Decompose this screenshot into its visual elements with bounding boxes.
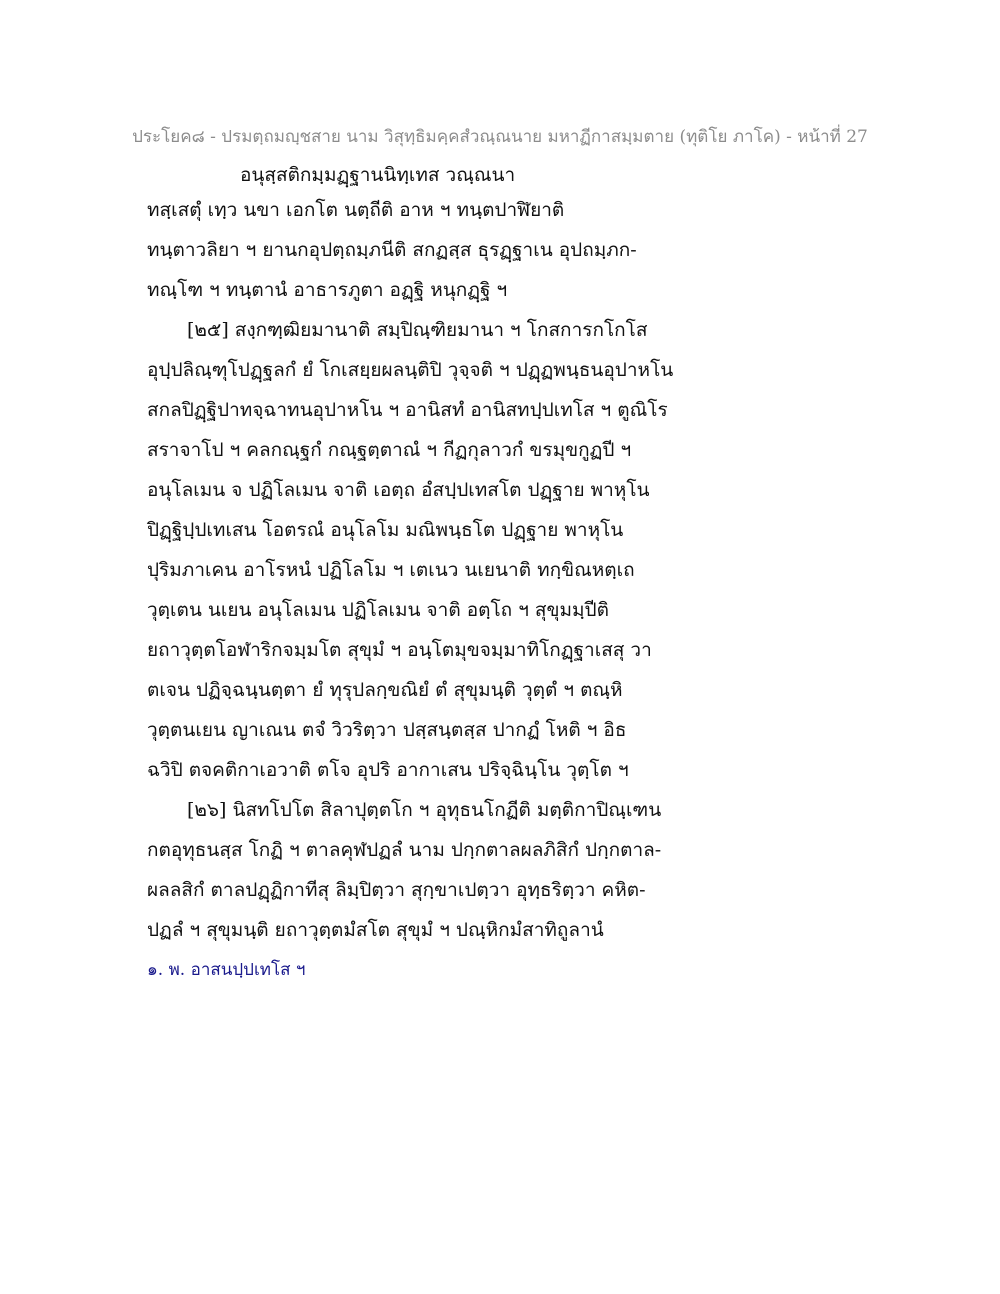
text-line: ผลลสิกํ ตาลปฏฺฏิกาทีสุ ลิมฺปิตฺวา สุกฺขาเปตฺวา อุทฺธริตฺวา คหิต- xyxy=(147,879,646,901)
paragraph-start-25: [๒๕] สงฺกฑฺฒิยมานาติ สมฺปิณฺฑิยมานา ฯ โกสการกโกโส xyxy=(187,319,648,341)
text-line: ยถาวุตฺตโอฬาริกจมฺมโต สุขุมํ ฯ อนฺโตมุขจมฺมาทิโกฏฺฐาเสสุ วา xyxy=(147,639,652,661)
text-line: ปุริมภาเคน อาโรหนํ ปฏิโลโม ฯ เตเนว นเยนาติ ทกฺขิณหตฺเถ xyxy=(147,559,635,581)
text-line: ตเจน ปฏิจฺฉนฺนตฺตา ยํ ทุรุปลกฺขณิยํ ตํ สุขุมนฺติ วุตฺตํ ฯ ตณฺหิ xyxy=(147,679,623,701)
text-line: ทสฺเสตุํ เทฺว นขา เอกโต นตฺถีติ อาห ฯ ทนฺตปาฬิยาติ xyxy=(147,199,565,221)
text-line: ทนฺตาวลิยา ฯ ยานกอุปตฺถมฺภนีติ สกฏสฺส ธุรฏฺฐาเน อุปถมฺภก- xyxy=(147,239,637,261)
section-title: อนุสฺสติกมฺมฏฺฐานนิทฺเทส วณฺณนา xyxy=(240,164,516,186)
text-line: วุตฺเตน นเยน อนุโลเมน ปฏิโลเมน จาติ อตฺโถ ฯ สุขุมมฺปีติ xyxy=(147,599,609,621)
running-header: ประโยค๘ - ปรมตฺถมญฺชสาย นาม วิสุทฺธิมคฺคสํวณฺณนาย มหาฏีกาสมฺมตาย (ทุติโย ภาโค) - หน้าที่ 27 xyxy=(132,127,868,147)
text-line: สราจาโป ฯ คลกณฺฐกํ กณฺฐตฺตาณํ ฯ กีฏกุลาวกํ ขรมุขกูฏปี ฯ xyxy=(147,439,632,461)
footnote: ๑. พ. อาสนปฺปเทโส ฯ xyxy=(147,960,306,980)
text-line: กตอุทุธนสฺส โกฏิ ฯ ตาลคุฬปฏลํ นาม ปกฺกตาลผลภิสิกํ ปกฺกตาล- xyxy=(147,839,662,861)
text-line: อนุโลเมน จ ปฏิโลเมน จาติ เอตฺถ อํสปฺปเทสโต ปฏฺฐาย พาหุโน xyxy=(147,479,650,501)
text-line: ทณฺโฑ ฯ ทนฺตานํ อาธารภูตา อฏฺฐิ หนุกฏฺฐิ ฯ xyxy=(147,279,508,301)
text-line: ฉวิปิ ตจคติกาเอวาติ ตโจ อุปริ อากาเสน ปริจฺฉินฺโน วุตฺโต ฯ xyxy=(147,759,629,781)
text-line: วุตฺตนเยน ญาเณน ตจํ วิวริตฺวา ปสฺสนฺตสฺส ปากฏํ โหติ ฯ อิธ xyxy=(147,719,627,741)
text-line: ปฏลํ ฯ สุขุมนฺติ ยถาวุตฺตมํสโต สุขุมํ ฯ ปณฺหิกมํสาทิถูลานํ xyxy=(147,919,604,941)
body-text xyxy=(147,160,867,950)
text-line: อุปฺปลิณฺฑุโปฏฺฐลกํ ยํ โกเสยฺยผลนฺติปิ วุจฺจติ ฯ ปฏฺฏพนฺธนอุปาหโน xyxy=(147,359,674,381)
paragraph-start-26: [๒๖] นิสทโปโต สิลาปุตฺตโก ฯ อุทุธนโกฏีติ มตฺติกาปิณฺเฑน xyxy=(187,799,662,821)
text-line: ปิฏฺฐิปฺปเทเสน โอตรณํ อนุโลโม มณิพนฺธโต ปฏฺฐาย พาหุโน xyxy=(147,519,624,541)
text-line: สกลปิฏฺฐิปาทจฺฉาทนอุปาหโน ฯ อานิสทํ อานิสทปฺปเทโส ฯ ตูณิโร xyxy=(147,399,668,421)
